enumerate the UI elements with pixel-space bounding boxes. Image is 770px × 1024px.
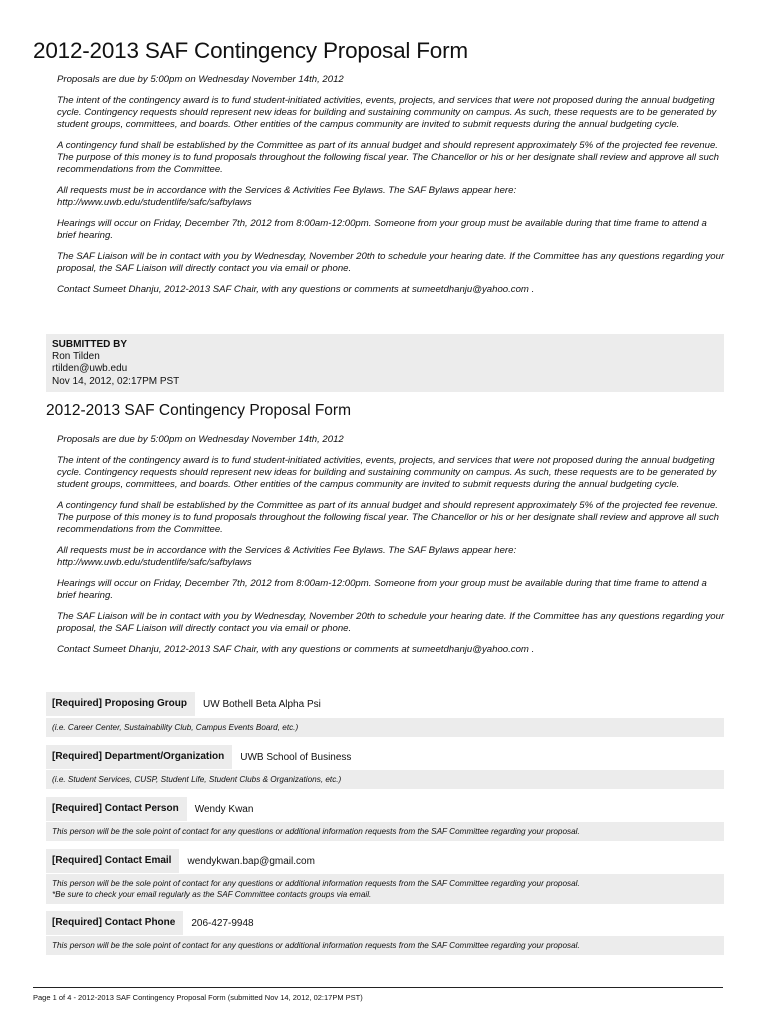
page-title: 2012-2013 SAF Contingency Proposal Form: [33, 38, 468, 63]
contact-email-help-line: This person will be the sole point of contact for any questions or additional information requests from the SAF Committee regarding your proposal.: [52, 879, 580, 888]
intro-paragraph-contact: Contact Sumeet Dhanju, 2012-2013 SAF Chair, with any questions or comments at sumeetdhanju@yahoo.com .: [57, 644, 535, 655]
intro-paragraph-bylaws: [57, 185, 725, 209]
contact-person-help: This person will be the sole point of contact for any questions or additional information requests from the SAF Committee regarding your proposal.: [46, 822, 724, 841]
bylaws-link[interactable]: http://www.uwb.edu/studentlife/safc/safbylaws: [57, 557, 252, 568]
bylaws-text: All requests must be in accordance with the Services & Activities Fee Bylaws. The SAF Bylaws appear here:: [57, 185, 517, 196]
department-help: (i.e. Student Services, CUSP, Student Life, Student Clubs & Organizations, etc.): [46, 770, 724, 789]
bylaws-text: All requests must be in accordance with the Services & Activities Fee Bylaws. The SAF Bylaws appear here:: [57, 545, 517, 556]
due-date-text: Proposals are due by 5:00pm on Wednesday November 14th, 2012: [57, 434, 344, 445]
page-footer: Page 1 of 4 - 2012-2013 SAF Contingency Proposal Form (submitted Nov 14, 2012, 02:17PM PST): [33, 993, 363, 1002]
intro-paragraph-intent: The intent of the contingency award is to fund student-initiated activities, events, projects, and services that were not proposed during the annual budgeting cycle. Contingency requests should represent new ideas for building and sustaining community on campus. As such, these requests are to be generated by student groups, committees, and boards. Other entities of the campus community are invited to submit requests during the annual budgeting cycle.: [57, 95, 717, 130]
intro-paragraph-liaison: The SAF Liaison will be in contact with you by Wednesday, November 20th to schedule your hearing date. If the Committee has any questions regarding your proposal, the SAF Liaison will directly contact you via email or phone.: [57, 611, 725, 634]
contact-phone-help: This person will be the sole point of contact for any questions or additional information requests from the SAF Committee regarding your proposal.: [46, 936, 724, 955]
field-contact-person: [46, 797, 724, 821]
contact-person-value: Wendy Kwan: [194, 803, 254, 815]
intro-paragraph-fund: A contingency fund shall be established by the Committee as part of its annual budget and should represent approximately 5% of the projected fee revenue. The purpose of this money is to fund proposals throughout the following fiscal year. The Chancellor or his or her designate shall review and approve all such recommendations from the Committee.: [57, 500, 719, 535]
intro-paragraph-contact: Contact Sumeet Dhanju, 2012-2013 SAF Chair, with any questions or comments at sumeetdhanju@yahoo.com .: [57, 284, 535, 295]
department-label: [Required] Department/Organization: [46, 745, 232, 769]
field-proposing-group: [46, 692, 724, 716]
contact-email-note: *Be sure to check your email regularly as the SAF Committee contacts groups via email.: [52, 890, 372, 899]
contact-phone-value: 206-427-9948: [191, 917, 254, 929]
contact-email-value: wendykwan.bap@gmail.com: [187, 855, 315, 867]
proposing-group-value: UW Bothell Beta Alpha Psi: [203, 698, 321, 710]
submitter-email: rtilden@uwb.edu: [52, 363, 128, 375]
field-department: [46, 745, 724, 769]
field-contact-email: [46, 849, 724, 873]
submitter-name: Ron Tilden: [52, 351, 100, 363]
contact-email-help: [46, 874, 724, 904]
intro-block: [57, 74, 725, 305]
intro-paragraph-intent: The intent of the contingency award is to fund student-initiated activities, events, projects, and services that were not proposed during the annual budgeting cycle. Contingency requests should represent new ideas for building and sustaining community on campus. As such, these requests are to be generated by student groups, committees, and boards. Other entities of the campus community are invited to submit requests during the annual budgeting cycle.: [57, 455, 717, 490]
submission-date: Nov 14, 2012, 02:17PM PST: [52, 375, 180, 387]
proposing-group-label: [Required] Proposing Group: [46, 692, 195, 716]
field-contact-phone: [46, 911, 724, 935]
submitted-by-box: [46, 334, 724, 392]
intro-paragraph-hearings: Hearings will occur on Friday, December 7th, 2012 from 8:00am-12:00pm. Someone from your group must be available during that time frame to attend a brief hearing.: [57, 218, 707, 241]
due-date-text: Proposals are due by 5:00pm on Wednesday November 14th, 2012: [57, 74, 344, 85]
intro-paragraph-liaison: The SAF Liaison will be in contact with you by Wednesday, November 20th to schedule your hearing date. If the Committee has any questions regarding your proposal, the SAF Liaison will directly contact you via email or phone.: [57, 251, 725, 274]
footer-divider: [33, 987, 723, 988]
section-title: 2012-2013 SAF Contingency Proposal Form: [46, 402, 351, 419]
contact-phone-label: [Required] Contact Phone: [46, 911, 183, 935]
contact-person-label: [Required] Contact Person: [46, 797, 187, 821]
intro-paragraph-hearings: Hearings will occur on Friday, December 7th, 2012 from 8:00am-12:00pm. Someone from your group must be available during that time frame to attend a brief hearing.: [57, 578, 707, 601]
bylaws-link[interactable]: http://www.uwb.edu/studentlife/safc/safbylaws: [57, 197, 252, 208]
contact-email-label: [Required] Contact Email: [46, 849, 179, 873]
department-value: UWB School of Business: [240, 751, 352, 763]
proposing-group-help: (i.e. Career Center, Sustainability Club, Campus Events Board, etc.): [46, 718, 724, 737]
submitted-by-label: SUBMITTED BY: [52, 339, 127, 350]
intro-block-repeat: [57, 434, 725, 665]
intro-paragraph-bylaws: [57, 545, 725, 569]
intro-paragraph-fund: A contingency fund shall be established by the Committee as part of its annual budget and should represent approximately 5% of the projected fee revenue. The purpose of this money is to fund proposals throughout the following fiscal year. The Chancellor or his or her designate shall review and approve all such recommendations from the Committee.: [57, 140, 719, 175]
